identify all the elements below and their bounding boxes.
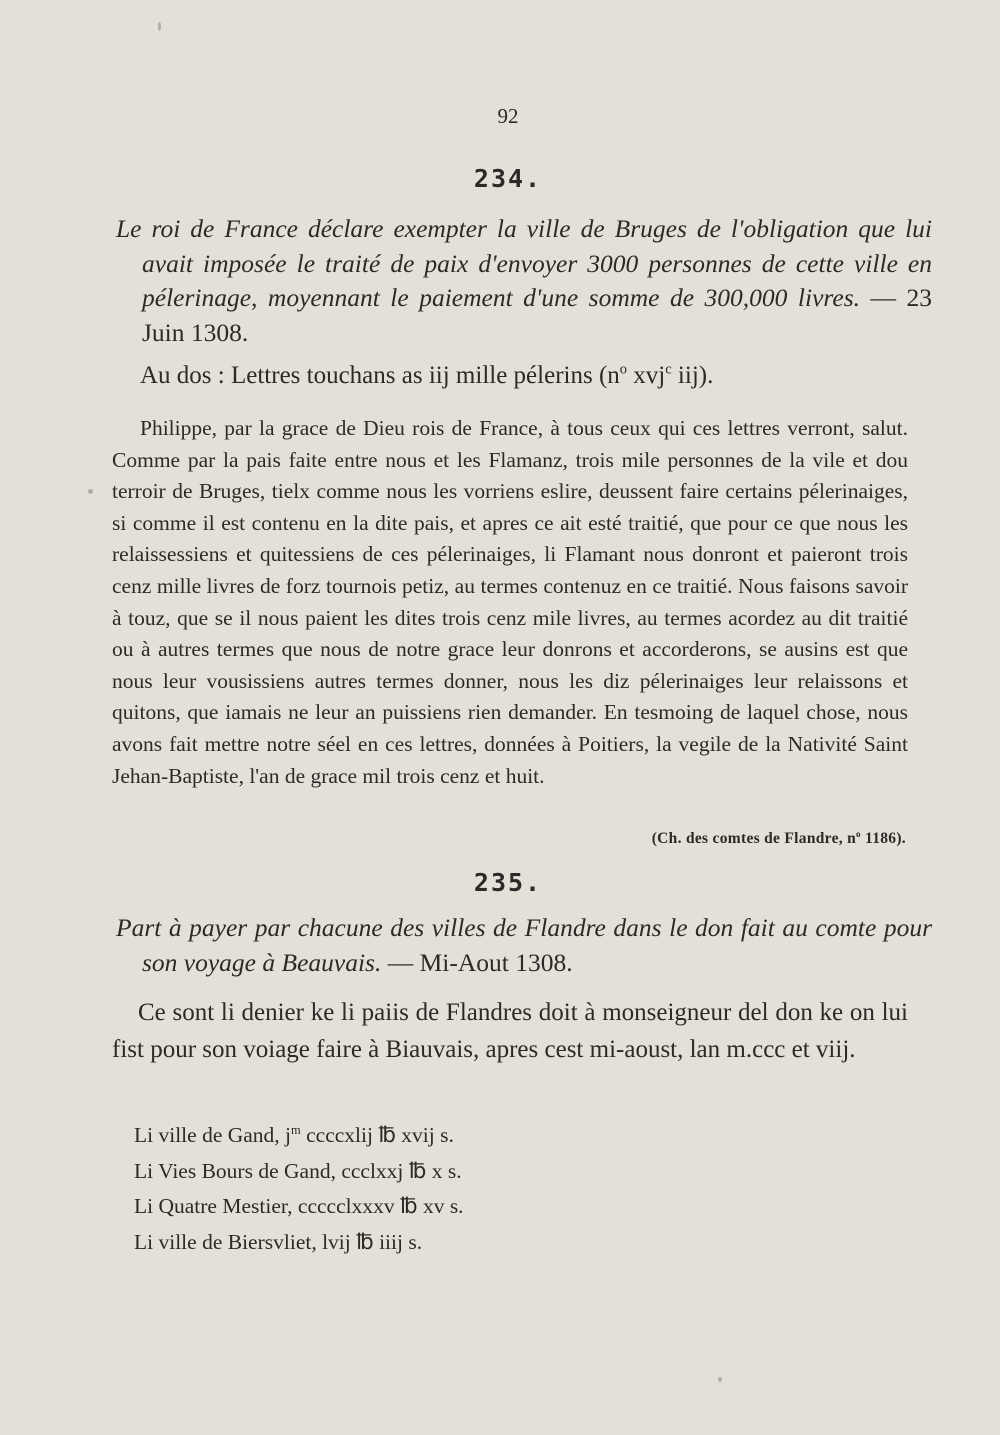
town-payment-text: Li ville de Biersvliet, lvij ℔ iiij s. [134,1229,423,1254]
town-payment-text: Li ville de Gand, j [134,1123,292,1147]
summary-text-234: Le roi de France déclare exempter la ville de Bruges de l'obligation que lui avait imposée le traité de paix d'envoyer 3000 personnes de cette ville en pélerinage, moyennant le paiement d'une somme de 300,000 livres. [116,214,932,312]
town-payment-sup: m [291,1122,301,1137]
dorse-sup-2: c [665,361,672,378]
town-payment-item [134,1189,894,1225]
summary-text-235: Part à payer par chacune des villes de Flandre dans le don fait au comte pour son voyage à Beauvais. [116,913,932,977]
town-payment-item [134,1118,894,1154]
dorse-prefix: Au dos : [140,362,225,389]
dorse-end: iij). [671,362,714,389]
town-payment-rest: ccccxlij ℔ xvij s. [300,1123,454,1147]
source-reference [400,830,906,848]
paper-speck [718,1377,722,1382]
entry-summary-235 [116,911,932,980]
summary-date-234: — 23 Juin 1308. [142,283,933,347]
town-payment-list [134,1118,894,1260]
charter-text-235: Ce sont li denier ke li paiis de Flandres doit à monseigneur del don ke on lui fist pour son voiage faire à Biauvais, apres cest mi-aoust, lan m.ccc et viij. [112,999,908,1063]
paper-speck [158,22,161,31]
page-number: 92 [497,104,519,128]
dorse-text: Lettres touchans as iij mille pélerins (n [224,362,620,389]
dorse-mid: xvj [627,362,666,389]
entry-number-234: 234. [473,164,543,193]
town-payment-text: Li Vies Bours de Gand, ccclxxj ℔ x s. [134,1158,462,1183]
summary-date-235: — Mi-Aout 1308. [381,947,573,977]
entry-summary-234 [116,212,932,350]
paper-speck [88,489,93,494]
dorse-sup-1: o [619,361,628,378]
source-text: (Ch. des comtes de Flandre, n [651,830,857,847]
charter-text-234: Philippe, par la grace de Dieu rois de France, à tous ceux qui ces lettres verront, salut. Comme par la pais faite entre nous et les Flamanz, trois mile personnes de la vile et dou terroir de Bruges, tielx comme nous les vorriens eslire, deussent faire certains pélerinaiges, si comme il est contenu en la dite pais, et apres ce ait esté traitié, que pour ce que nous les relaissessiens et quitessiens de ces pélerinaiges, li Flamant nous donront et paieront trois cenz mille livres de forz tournois petiz, au termes contenuz en ce traitié. Nous faisons savoir à touz, que se il nous paient les dites trois cenz mile livres, au termes acordez au dit traitié ou à autres termes que nous de notre grace leur donrons et accorderons, se ausins est que nous leur vousissiens autres termes donner, nous les diz pélerinaiges leur relaissons et quitons, que iamais ne leur an puissiens rien demander. En tesmoing de laquel chose, nous avons fait mettre notre séel en ces lettres, données à Poitiers, la vegile de la Nativité Saint Jehan-Baptiste, l'an de grace mil trois cenz et huit. [112,416,908,788]
town-payment-item [134,1225,894,1261]
entry-number-235: 235. [473,868,543,897]
dorse-note [140,362,900,390]
town-payment-text: Li Quatre Mestier, ccccclxxxv ℔ xv s. [134,1194,464,1218]
source-end: 1186). [860,830,906,847]
town-payment-item [134,1154,894,1190]
source-sup: o [856,828,861,839]
